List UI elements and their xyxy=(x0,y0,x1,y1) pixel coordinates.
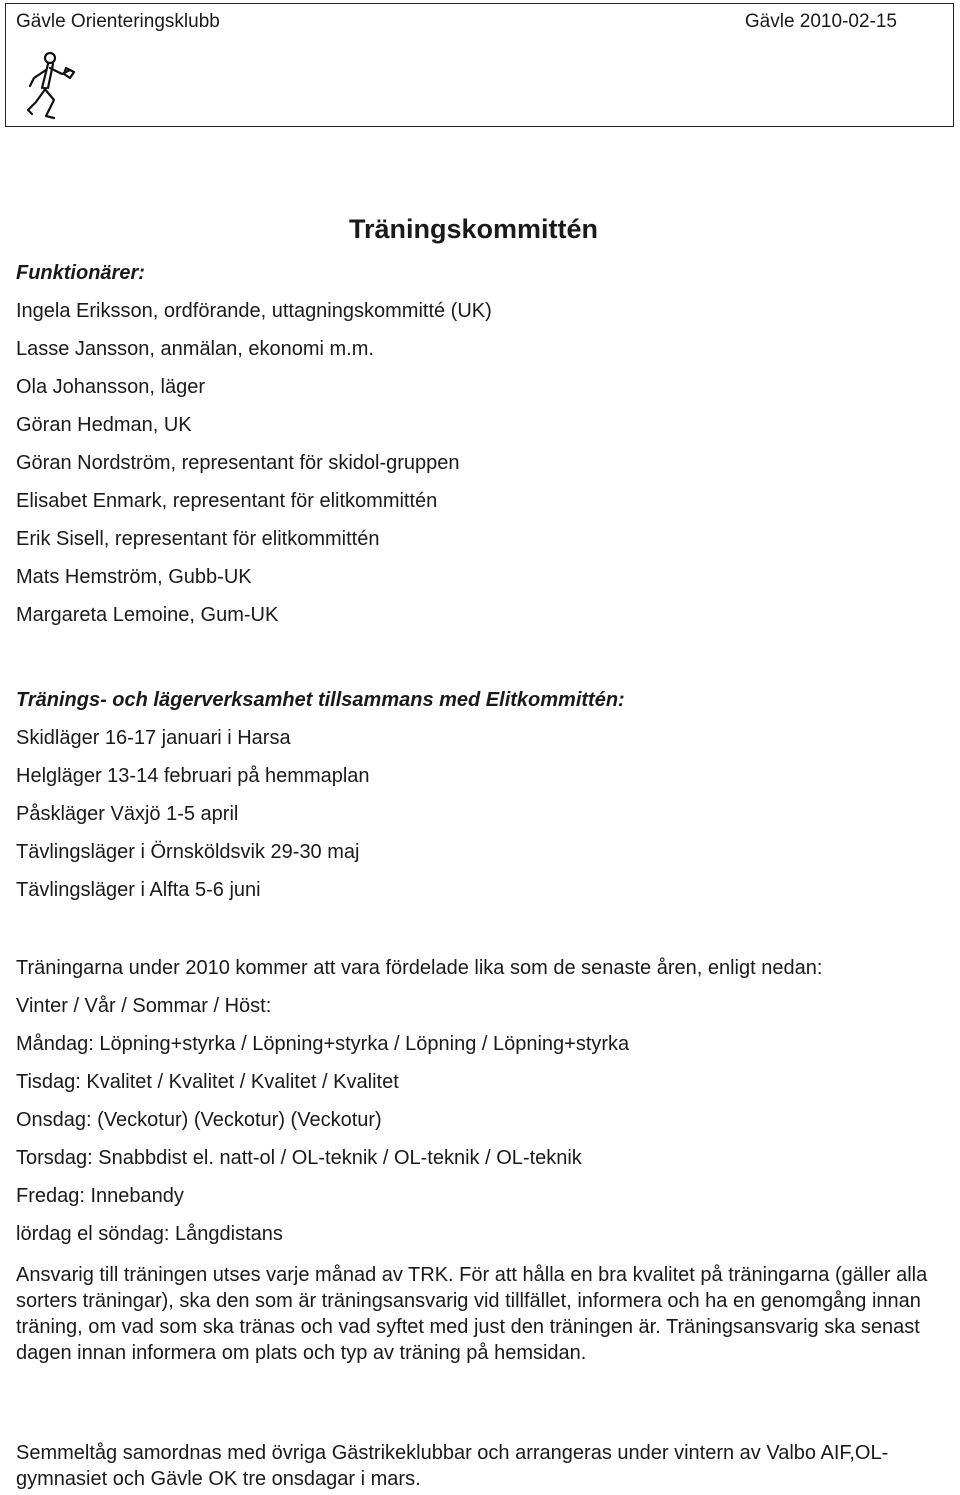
list-item: Helgläger 13-14 februari på hemmaplan xyxy=(16,765,370,787)
list-item: Påskläger Växjö 1-5 april xyxy=(16,803,239,825)
document-header xyxy=(5,3,954,127)
page-title: Träningskommittén xyxy=(349,214,599,244)
schedule-day: lördag el söndag: Långdistans xyxy=(16,1223,283,1245)
list-item: Ingela Eriksson, ordförande, uttagningskommitté (UK) xyxy=(16,300,492,322)
club-name: Gävle Orienteringsklubb xyxy=(16,11,220,32)
list-item: Tävlingsläger i Örnsköldsvik 29-30 maj xyxy=(16,841,360,863)
list-item: Göran Hedman, UK xyxy=(16,414,192,436)
list-item: Mats Hemström, Gubb-UK xyxy=(16,566,252,588)
list-item: Göran Nordström, representant för skidol-gruppen xyxy=(16,452,460,474)
list-item: Lasse Jansson, anmälan, ekonomi m.m. xyxy=(16,338,374,360)
list-item: Skidläger 16-17 januari i Harsa xyxy=(16,727,291,749)
schedule-day: Tisdag: Kvalitet / Kvalitet / Kvalitet / Kvalitet xyxy=(16,1071,399,1093)
list-item: Erik Sisell, representant för elitkommittén xyxy=(16,528,380,550)
responsibility-paragraph: Ansvarig till träningen utses varje månad av TRK. För att hålla en bra kvalitet på träningarna (gäller alla sorters träningar), ska den som är träningsansvarig vid tillfället, informera och ha en genomgång innan träning, om vad som ska tränas och vad syftet med just den träningen är. Träningsansvarig ska senast dagen innan informera om plats och typ av träning på hemsidan. xyxy=(16,1264,928,1364)
camps-heading: Tränings- och lägerverksamhet tillsammans med Elitkommittén: xyxy=(16,689,625,711)
list-item: Ola Johansson, läger xyxy=(16,376,206,398)
list-item: Margareta Lemoine, Gum-UK xyxy=(16,604,279,626)
semmeltag-paragraph: Semmeltåg samordnas med övriga Gästrikeklubbar och arrangeras under vintern av Valbo AIF,OL-gymnasiet och Gävle OK tre onsdagar i mars. xyxy=(16,1442,889,1490)
officials-heading: Funktionärer: xyxy=(16,262,145,284)
schedule-seasons: Vinter / Vår / Sommar / Höst: xyxy=(16,995,272,1017)
schedule-day: Fredag: Innebandy xyxy=(16,1185,184,1207)
place-date: Gävle 2010-02-15 xyxy=(744,11,897,32)
runner-logo-icon xyxy=(24,50,80,129)
list-item: Tävlingsläger i Alfta 5-6 juni xyxy=(16,879,261,901)
schedule-intro: Träningarna under 2010 kommer att vara fördelade lika som de senaste åren, enligt nedan: xyxy=(16,957,823,979)
schedule-day: Måndag: Löpning+styrka / Löpning+styrka / Löpning / Löpning+styrka xyxy=(16,1033,630,1055)
list-item: Elisabet Enmark, representant för elitkommittén xyxy=(16,490,438,512)
schedule-day: Onsdag: (Veckotur) (Veckotur) (Veckotur) xyxy=(16,1109,382,1131)
schedule-day: Torsdag: Snabbdist el. natt-ol / OL-teknik / OL-teknik / OL-teknik xyxy=(16,1147,582,1169)
